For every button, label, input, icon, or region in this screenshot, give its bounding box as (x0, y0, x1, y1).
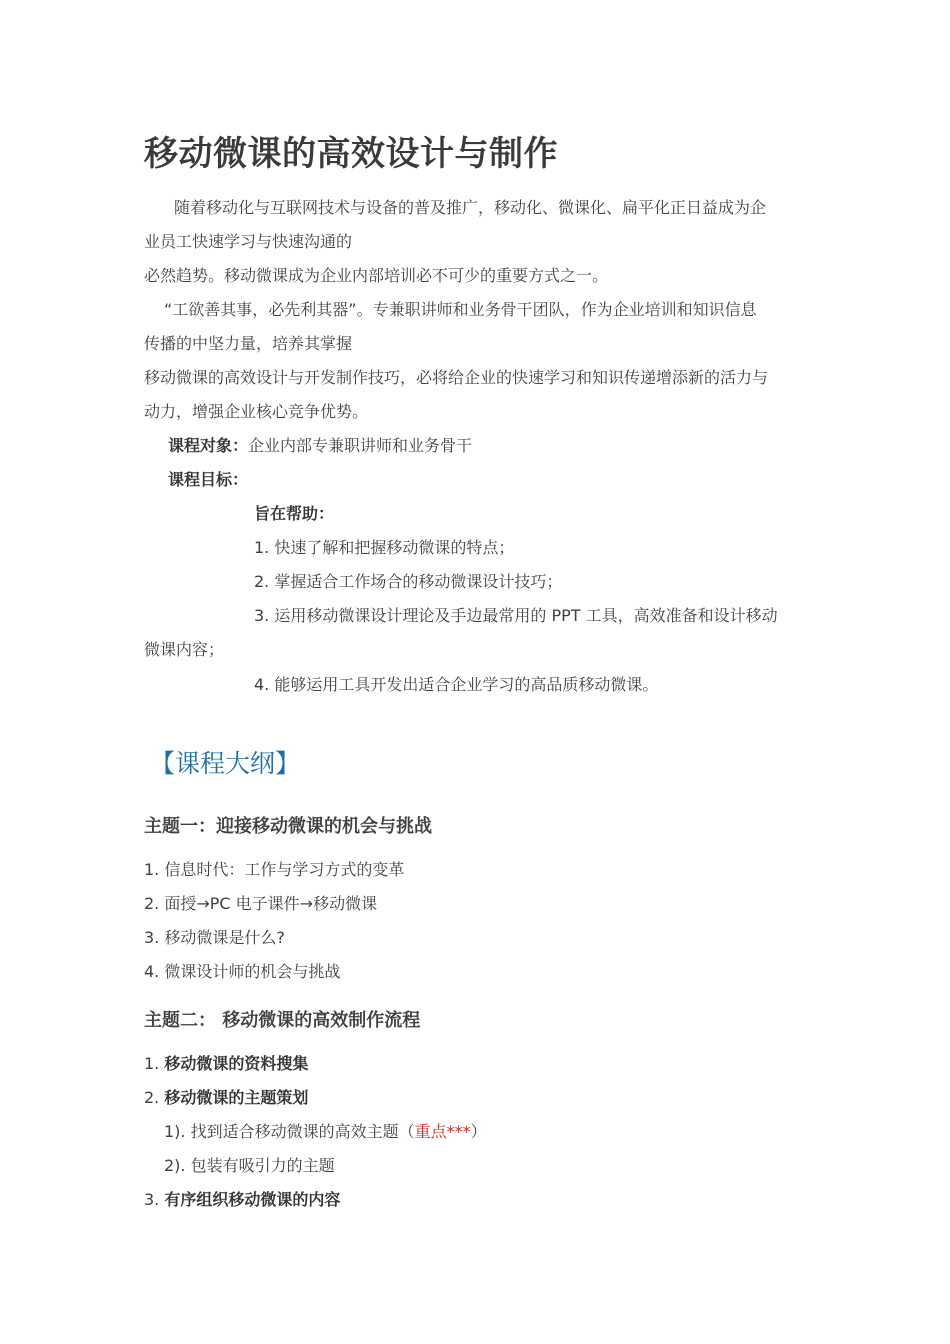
item-number: 1. (144, 1054, 165, 1073)
topic-2-item-3 (144, 1190, 340, 1210)
goal-item-2: 2. 掌握适合工作场合的移动微课设计技巧； (254, 572, 563, 591)
topic-2-subitem-2: 2). 包装有吸引力的主题 (164, 1156, 335, 1175)
goal-item-4: 4. 能够运用工具开发出适合企业学习的高品质移动微课。 (254, 675, 659, 694)
goal-item-3-cont: 微课内容； (144, 640, 225, 659)
goal-item-1: 1. 快速了解和把握移动微课的特点； (254, 538, 515, 557)
topic-1-item-3: 3. 移动微课是什么? (144, 928, 285, 947)
topic-1-item-4: 4. 微课设计师的机会与挑战 (144, 962, 341, 981)
intro-line-1: 随着移动化与互联网技术与设备的普及推广，移动化、微课化、扁平化正日益成为企 (174, 198, 767, 217)
goal-label: 课程目标： (168, 470, 249, 489)
topic-2-item-2 (144, 1088, 308, 1108)
page-title: 移动微课的高效设计与制作 (144, 134, 558, 174)
intro-line-5: 传播的中坚力量，培养其掌握 (144, 334, 353, 353)
item-number: 2. (144, 1088, 165, 1107)
audience-value: 企业内部专兼职讲师和业务骨干 (248, 436, 473, 455)
item-text: 移动微课的资料搜集 (164, 1054, 309, 1073)
intro-line-6: 移动微课的高效设计与开发制作技巧，必将给企业的快速学习和知识传递增添新的活力与 (144, 368, 769, 387)
subitem-text: 1). 找到适合移动微课的高效主题（ (164, 1122, 415, 1141)
audience-label: 课程对象： (168, 436, 249, 455)
topic-2-subitem-1 (164, 1122, 487, 1142)
intro-line-3: 必然趋势。移动微课成为企业内部培训必不可少的重要方式之一。 (144, 266, 609, 285)
key-point-mark: 重点*** (414, 1122, 471, 1141)
intro-line-2: 业员工快速学习与快速沟通的 (144, 232, 353, 251)
outline-heading: 【课程大纲】 (150, 749, 301, 778)
goal-item-3: 3. 运用移动微课设计理论及手边最常用的 PPT 工具，高效准备和设计移动 (254, 606, 778, 625)
item-text: 移动微课的主题策划 (164, 1088, 309, 1107)
intro-line-7: 动力，增强企业核心竞争优势。 (144, 402, 369, 421)
subitem-close: ） (470, 1122, 487, 1141)
topic-1-item-1: 1. 信息时代：工作与学习方式的变革 (144, 860, 405, 879)
audience-row (168, 436, 472, 456)
topic-2-title: 主题二： 移动微课的高效制作流程 (144, 1010, 421, 1031)
topic-2-item-1 (144, 1054, 308, 1074)
topic-1-title: 主题一：迎接移动微课的机会与挑战 (144, 816, 432, 837)
intro-line-4: “工欲善其事，必先利其器”。专兼职讲师和业务骨干团队，作为企业培训和知识信息 (164, 300, 757, 319)
topic-1-item-2: 2. 面授→PC 电子课件→移动微课 (144, 894, 378, 913)
help-label: 旨在帮助： (254, 504, 335, 523)
item-number: 3. (144, 1190, 165, 1209)
item-text: 有序组织移动微课的内容 (164, 1190, 341, 1209)
